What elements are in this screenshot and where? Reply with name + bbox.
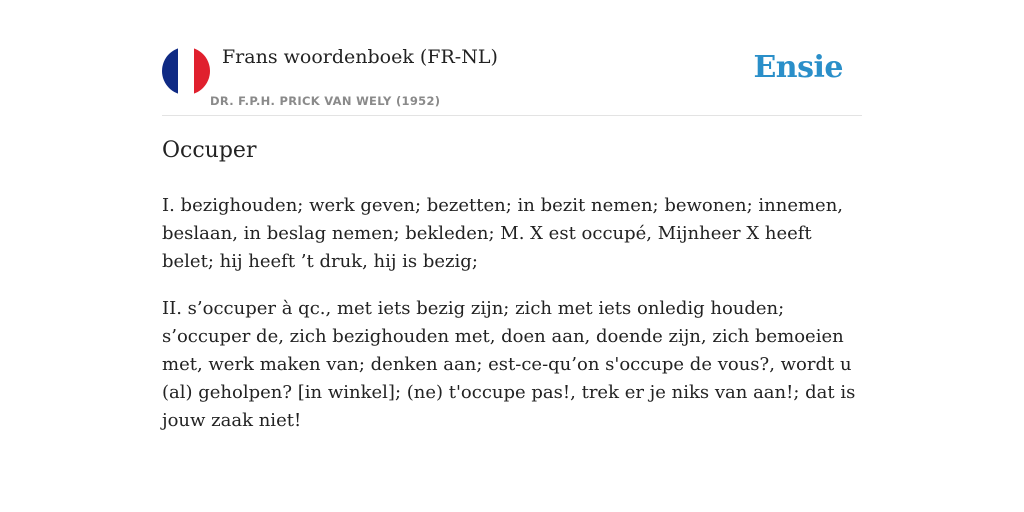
dictionary-author: DR. F.P.H. PRICK VAN WELY (1952): [210, 94, 441, 108]
definition-paragraph-2: II. s’occuper à qc., met iets bezig zijn; zich met iets onledig houden; s’occuper de, zich bezighouden met, doen aan, doende zijn, zich bemoeien met, werk maken van; denken aan; est-ce-qu’on s'occupe de vous?, wordt u (al) geholpen? [in winkel]; (ne) t'occupe pas!, trek er je niks van aan!; dat is jouw zaak niet!: [162, 298, 856, 431]
flag-blue-stripe: [162, 47, 178, 95]
definition-paragraph-1: I. bezighouden; werk geven; bezetten; in bezit nemen; bewonen; innemen, beslaan, in beslag nemen; bekleden; M. X est occupé, Mijnheer X heeft belet; hij heeft ’t druk, hij is bezig;: [162, 195, 844, 272]
ensie-logo-link[interactable]: Ensie: [753, 50, 843, 85]
page-container: [162, 0, 862, 431]
dictionary-header: [162, 0, 862, 116]
entry-title: Occuper: [162, 138, 257, 163]
dictionary-title[interactable]: Frans woordenboek (FR-NL): [222, 46, 498, 68]
flag-red-stripe: [194, 47, 210, 95]
france-flag-icon: [162, 47, 210, 95]
flag-white-stripe: [178, 47, 194, 95]
